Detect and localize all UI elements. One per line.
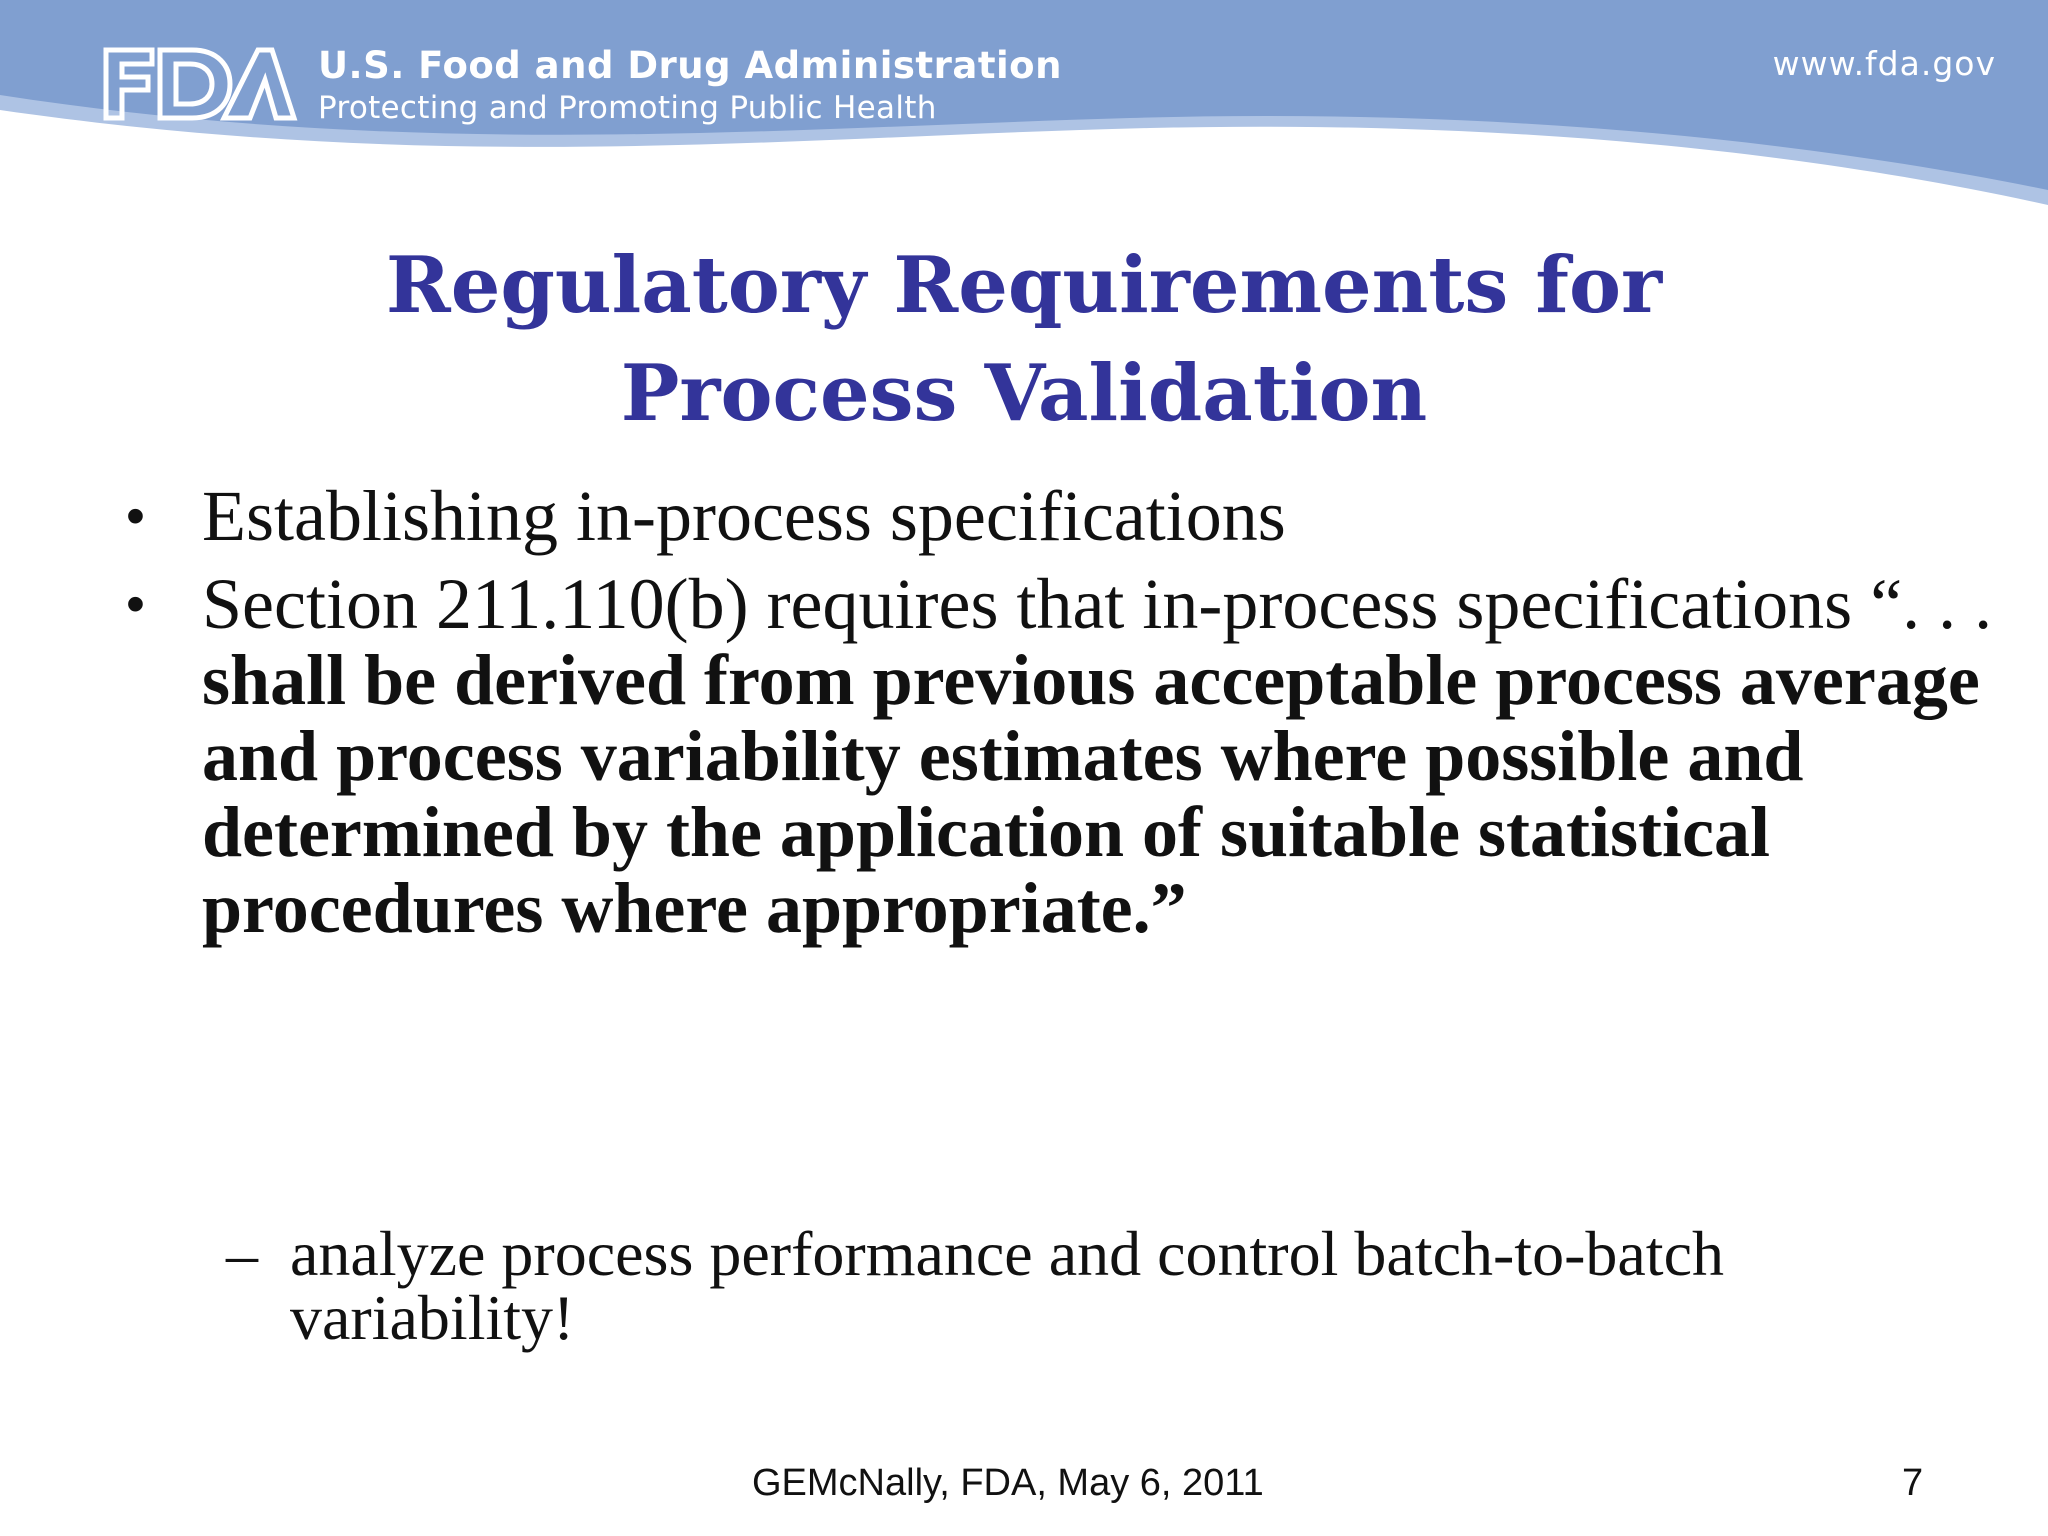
agency-tagline: Protecting and Promoting Public Health [318,90,937,126]
slide-title-line-2: Process Validation [620,348,1428,439]
sub-bullet-item [226,1218,1930,1353]
header-banner [0,0,2048,240]
bullet-list [122,478,2002,946]
footer-credit: GEMcNally, FDA, May 6, 2011 [752,1462,1264,1504]
bullet-marker: • [126,574,145,634]
bullet-text-quote: shall be derived from previous acceptable process average and process variability estimates where possible and determined by the application of suitable statistical procedures where appropriate.” [202,640,1980,948]
bullet-text-plain: Section 211.110(b) requires that in-process specifications “. . . [202,564,1993,644]
sub-bullet-marker: – [226,1218,258,1289]
slide-title [0,232,2048,448]
bullet-text: Establishing in-process specifications [202,476,1286,556]
bullet-item-1 [122,478,2002,554]
slide-title-line-1: Regulatory Requirements for [385,240,1663,331]
fda-logo [100,44,298,124]
bullet-item-2 [122,566,2002,946]
agency-name: U.S. Food and Drug Administration [318,44,1062,87]
slide-footer [0,1462,2048,1512]
page-number: 7 [1902,1462,1924,1504]
bullet-marker: • [126,486,145,546]
website-link[interactable]: www.fda.gov [1772,44,1996,83]
sub-bullet-text: analyze process performance and control batch-to-batch variability! [290,1218,1724,1353]
agency-block [318,44,1062,128]
